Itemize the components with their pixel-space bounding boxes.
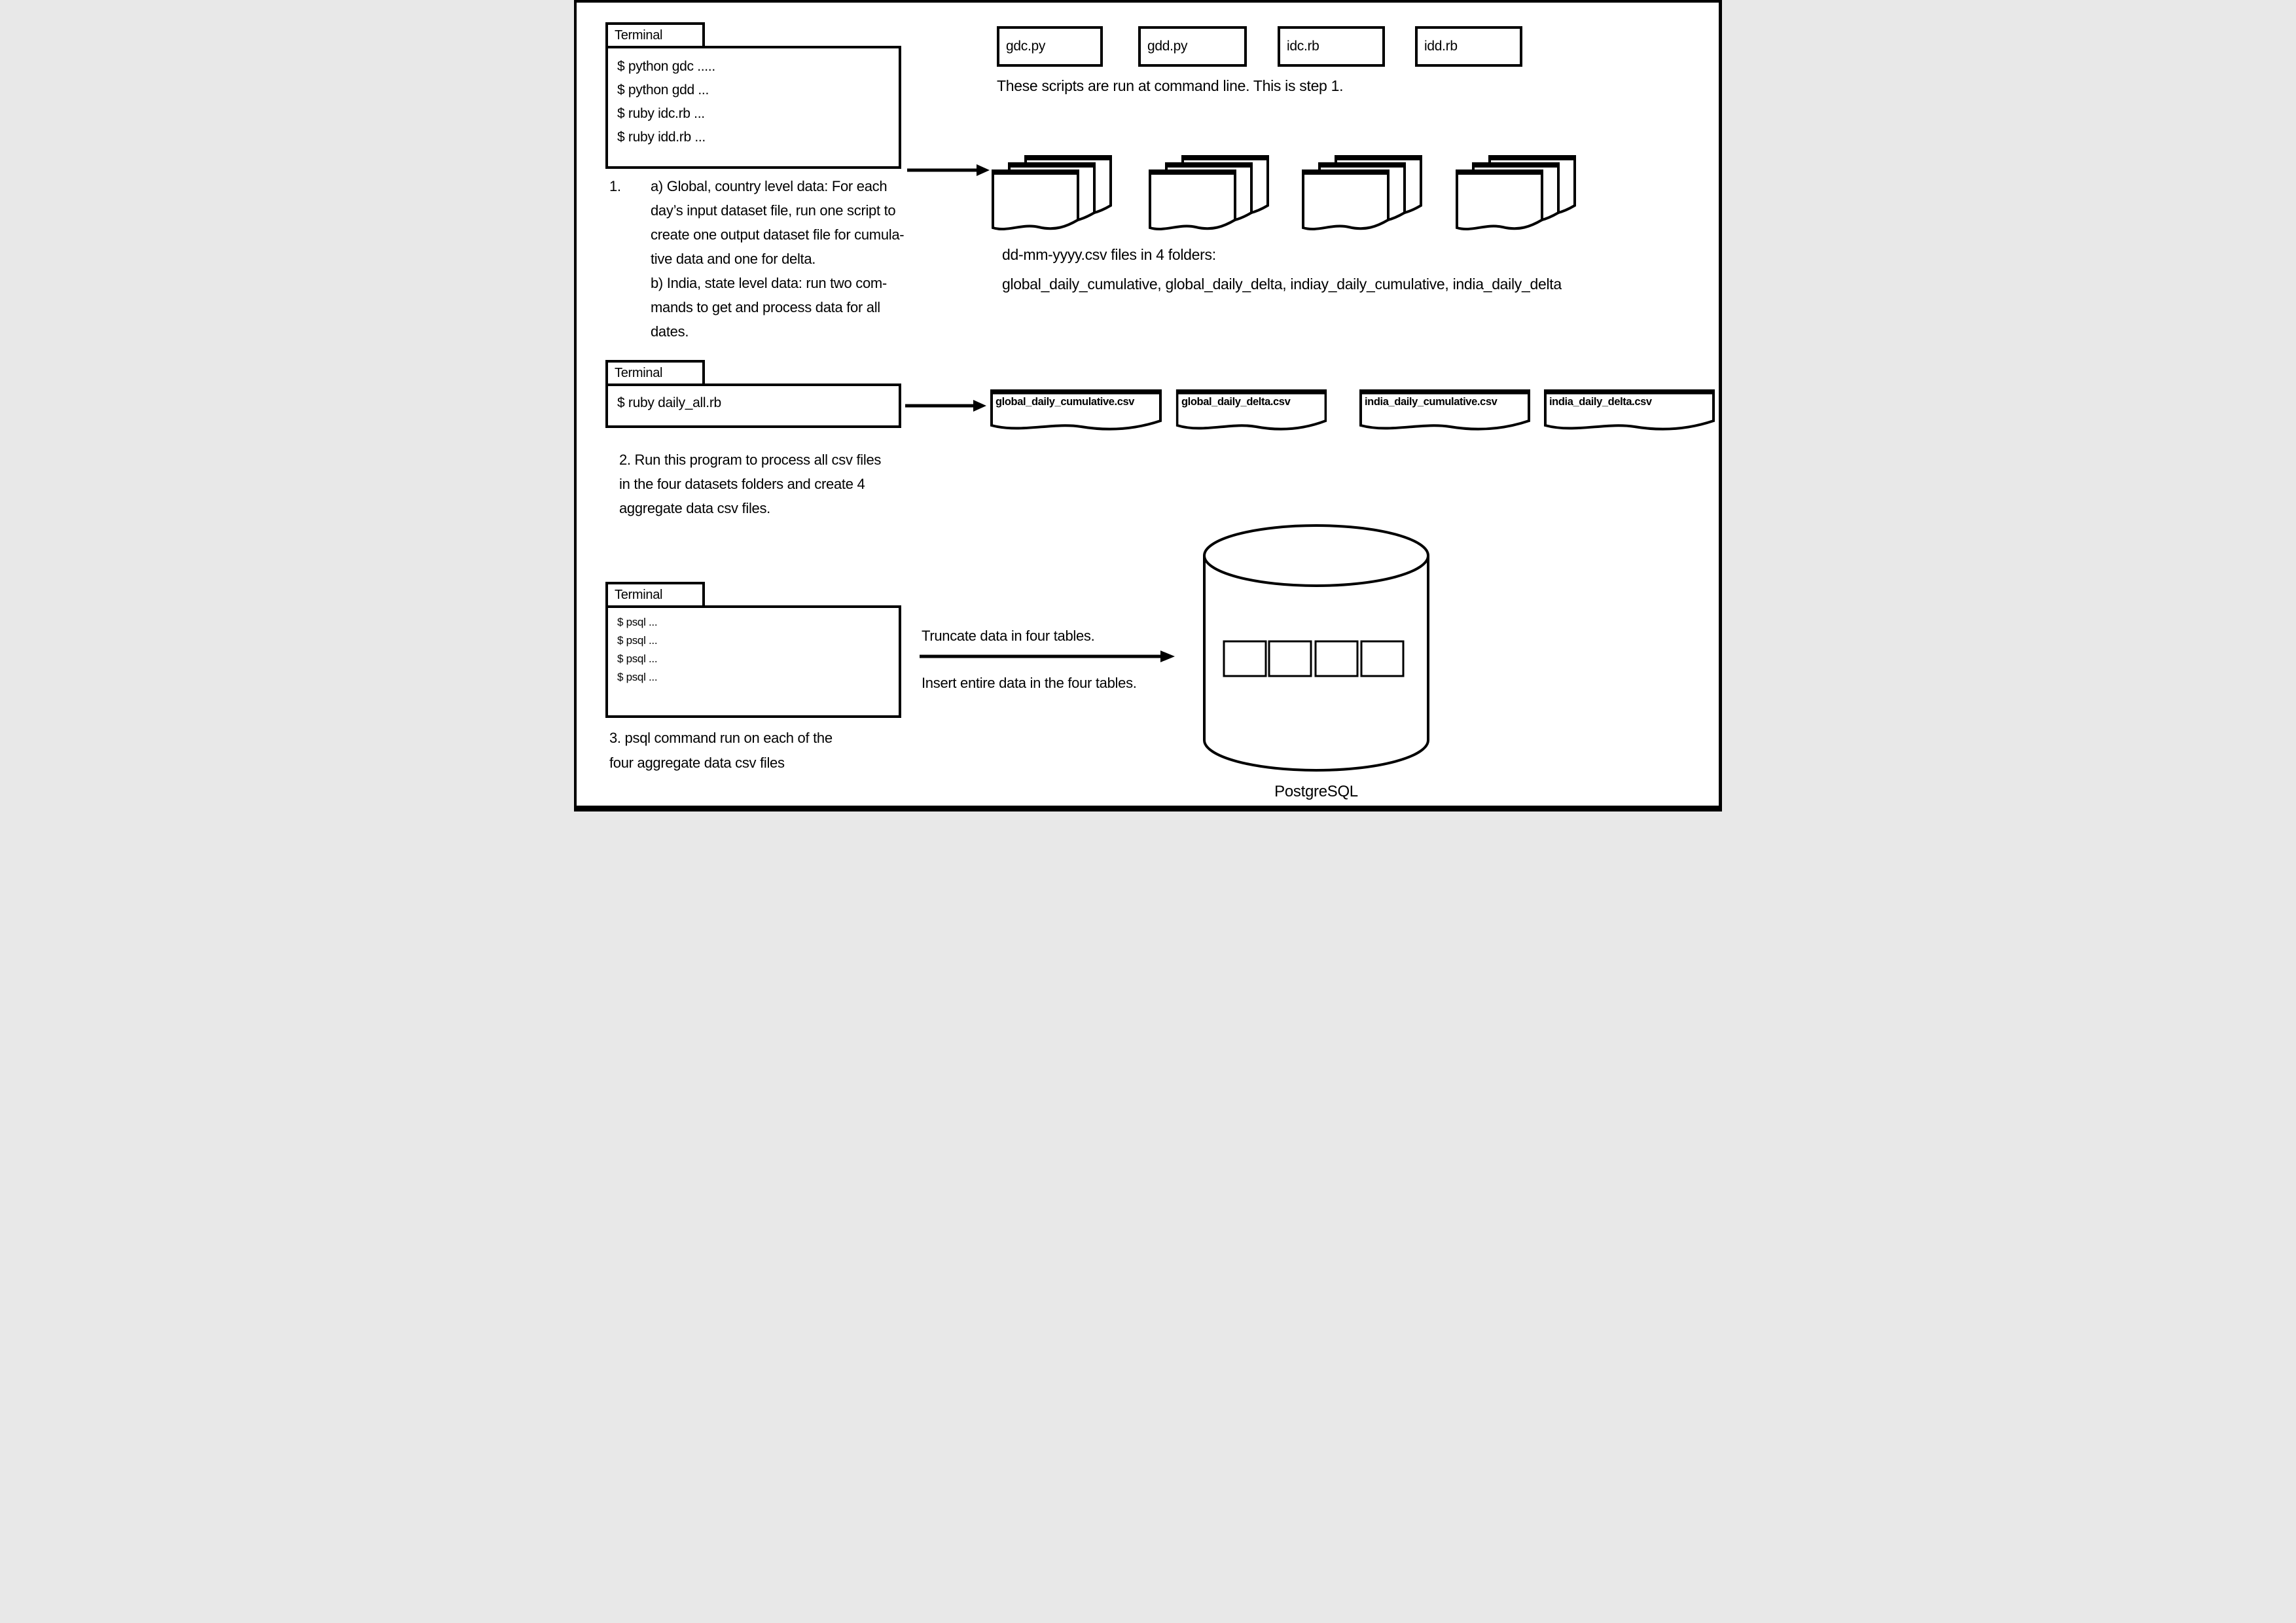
- database-cylinder-icon: [1202, 523, 1431, 781]
- terminal2-window: [605, 383, 901, 428]
- script-box-idc: [1278, 26, 1385, 67]
- db-table-icon-4: [1361, 641, 1403, 676]
- note3-line-1: 3. psql command run on each of the: [609, 730, 833, 746]
- note1-line-7: dates.: [651, 323, 689, 340]
- terminal1-line-3: $ ruby idc.rb ...: [617, 106, 705, 121]
- note1-number: 1.: [609, 178, 621, 194]
- note1-text: [651, 174, 904, 344]
- folders-caption-line1: dd-mm-yyyy.csv files in 4 folders:: [1002, 246, 1216, 263]
- terminal3-line-2: $ psql ...: [617, 634, 658, 647]
- csv-label: global_daily_cumulative.csv: [996, 396, 1135, 408]
- step1-caption: These scripts are run at command line. This is step 1.: [997, 77, 1344, 94]
- file-stack-icon-2: [1148, 154, 1272, 237]
- csv-doc-global-daily-delta: [1175, 389, 1327, 436]
- script-label-idd: idd.rb: [1424, 39, 1458, 54]
- folders-caption-line2: global_daily_cumulative, global_daily_delta, indiay_daily_cumulative, india_daily_delta: [1002, 276, 1562, 293]
- script-box-gdd: [1138, 26, 1247, 67]
- note2-line-2: in the four datasets folders and create 4: [619, 476, 865, 492]
- terminal3-window: [605, 605, 901, 718]
- diagram-canvas: [574, 0, 1722, 812]
- terminal1-title: Terminal: [615, 27, 663, 43]
- terminal3-line-4: $ psql ...: [617, 671, 658, 683]
- note1-line-4: tive data and one for delta.: [651, 251, 816, 267]
- file-stack-icon-4: [1455, 154, 1579, 237]
- note1-line-1: a) Global, country level data: For each: [651, 178, 888, 194]
- note1-line-3: create one output dataset file for cumula-: [651, 226, 905, 243]
- terminal1-tab: [605, 22, 705, 48]
- csv-doc-india-daily-delta: [1543, 389, 1715, 436]
- db-table-icon-1: [1224, 641, 1266, 676]
- csv-label: india_daily_cumulative.csv: [1365, 396, 1498, 408]
- note1-line-6: mands to get and process data for all: [651, 299, 880, 315]
- note2-text: [619, 448, 881, 520]
- arrow-step1: [907, 162, 991, 179]
- csv-label: india_daily_delta.csv: [1549, 396, 1652, 408]
- note2-line-1: 2. Run this program to process all csv files: [619, 452, 882, 468]
- note1-line-5: b) India, state level data: run two com-: [651, 275, 887, 291]
- arrow-step2: [905, 397, 988, 414]
- note2-line-3: aggregate data csv files.: [619, 500, 770, 516]
- insert-label: Insert entire data in the four tables.: [922, 675, 1137, 691]
- arrow-step3: [920, 648, 1176, 665]
- terminal3-line-1: $ psql ...: [617, 616, 658, 628]
- terminal1-line-4: $ ruby idd.rb ...: [617, 130, 706, 145]
- script-label-gdc: gdc.py: [1006, 39, 1046, 54]
- terminal1-line-2: $ python gdd ...: [617, 82, 709, 98]
- terminal1-line-1: $ python gdc .....: [617, 59, 715, 74]
- csv-doc-global-daily-cumulative: [990, 389, 1162, 436]
- db-table-icon-2: [1269, 641, 1311, 676]
- terminal3-tab: [605, 582, 705, 608]
- terminal3-line-3: $ psql ...: [617, 652, 658, 665]
- db-table-icon-3: [1316, 641, 1357, 676]
- terminal2-line-1: $ ruby daily_all.rb: [617, 395, 721, 410]
- database-label: PostgreSQL: [1274, 783, 1358, 800]
- script-label-idc: idc.rb: [1287, 39, 1319, 54]
- note1-line-2: day’s input dataset file, run one script to: [651, 202, 896, 219]
- terminal3-title: Terminal: [615, 587, 663, 602]
- note3-text: [609, 726, 833, 776]
- script-label-gdd: gdd.py: [1147, 39, 1188, 54]
- script-box-idd: [1415, 26, 1522, 67]
- terminal2-title: Terminal: [615, 365, 663, 380]
- script-box-gdc: [997, 26, 1103, 67]
- file-stack-icon-1: [991, 154, 1115, 237]
- terminal1-window: [605, 46, 901, 169]
- terminal2-tab: [605, 360, 705, 386]
- csv-label: global_daily_delta.csv: [1181, 396, 1291, 408]
- file-stack-icon-3: [1301, 154, 1426, 237]
- note3-line-2: four aggregate data csv files: [609, 755, 785, 771]
- csv-doc-india-daily-cumulative: [1359, 389, 1531, 436]
- truncate-label: Truncate data in four tables.: [922, 628, 1095, 644]
